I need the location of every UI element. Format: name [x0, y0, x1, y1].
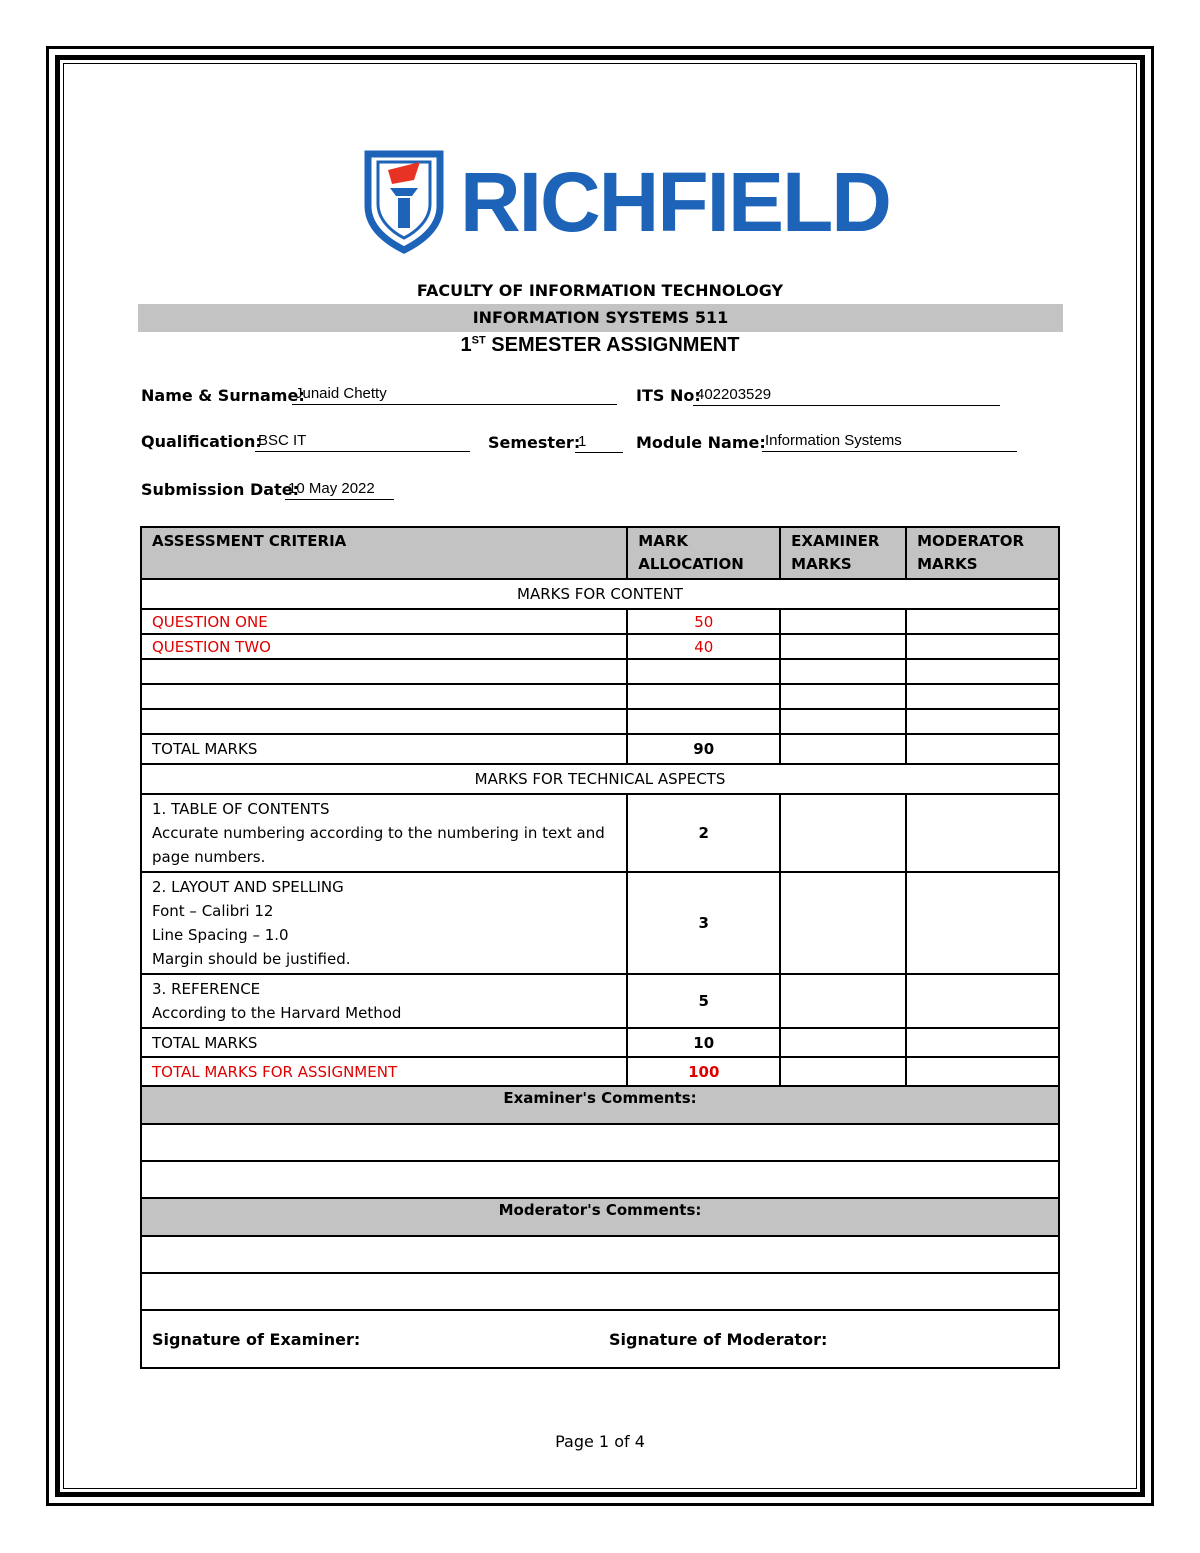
subject-title: INFORMATION SYSTEMS 511 — [138, 304, 1063, 332]
content-section-row — [141, 579, 1059, 609]
moderator-mark-cell[interactable] — [906, 872, 1059, 974]
examiner-mark-cell[interactable] — [780, 659, 906, 684]
assignment-total-label: TOTAL MARKS FOR ASSIGNMENT — [141, 1057, 627, 1086]
table-row — [141, 609, 1059, 634]
examiner-signature-label: Signature of Examiner: — [152, 1329, 361, 1349]
table-row — [141, 659, 1059, 684]
signature-cell[interactable] — [141, 1310, 1059, 1368]
empty-cell — [627, 709, 780, 734]
assignment-title — [0, 334, 1200, 357]
moderator-mark-cell[interactable] — [906, 659, 1059, 684]
reference-description: According to the Harvard Method — [152, 1004, 402, 1022]
moderator-mark-cell[interactable] — [906, 634, 1059, 659]
semester-field[interactable]: 1 — [575, 433, 623, 453]
examiner-comment-field[interactable] — [141, 1124, 1059, 1161]
toc-title: 1. TABLE OF CONTENTS — [152, 800, 330, 818]
content-total-row — [141, 734, 1059, 764]
table-row — [141, 872, 1059, 974]
layout-criteria — [141, 872, 627, 974]
module-label: Module Name: — [636, 433, 766, 452]
submission-date-field[interactable]: 10 May 2022 — [285, 480, 394, 500]
its-label: ITS No: — [636, 386, 701, 405]
table-row — [141, 974, 1059, 1028]
moderator-mark-cell[interactable] — [906, 734, 1059, 764]
header-mark-allocation: MARK ALLOCATION — [627, 527, 780, 579]
header-moderator-marks: MODERATOR MARKS — [906, 527, 1059, 579]
moderator-mark-cell[interactable] — [906, 1028, 1059, 1057]
examiner-mark-cell[interactable] — [780, 709, 906, 734]
semester-number: 1 — [460, 334, 472, 356]
qualification-label: Qualification: — [141, 432, 262, 451]
technical-total-label: TOTAL MARKS — [141, 1028, 627, 1057]
assignment-total-row — [141, 1057, 1059, 1086]
semester-title-rest: SEMESTER ASSIGNMENT — [485, 334, 740, 356]
question-two-label: QUESTION TWO — [141, 634, 627, 659]
toc-criteria — [141, 794, 627, 872]
reference-title: 3. REFERENCE — [152, 980, 261, 998]
moderator-comments-label: Moderator's Comments: — [141, 1198, 1059, 1236]
toc-mark: 2 — [627, 794, 780, 872]
examiner-mark-cell[interactable] — [780, 609, 906, 634]
table-row — [141, 684, 1059, 709]
moderator-mark-cell[interactable] — [906, 709, 1059, 734]
page-number: Page 1 of 4 — [555, 1432, 645, 1451]
moderator-comment-field[interactable] — [141, 1273, 1059, 1310]
moderator-comment-line — [141, 1236, 1059, 1273]
content-total-value: 90 — [627, 734, 780, 764]
examiner-comments-label: Examiner's Comments: — [141, 1086, 1059, 1124]
question-one-mark: 50 — [627, 609, 780, 634]
signature-row — [141, 1310, 1059, 1368]
assignment-total-value: 100 — [627, 1057, 780, 1086]
examiner-comment-line — [141, 1124, 1059, 1161]
reference-mark: 5 — [627, 974, 780, 1028]
examiner-mark-cell[interactable] — [780, 872, 906, 974]
technical-section-row — [141, 764, 1059, 794]
logo-wordmark: RICHFIELD — [460, 155, 890, 249]
semester-superscript: ST — [471, 334, 486, 347]
table-row — [141, 634, 1059, 659]
moderator-comment-field[interactable] — [141, 1236, 1059, 1273]
name-field[interactable]: Junaid Chetty — [292, 385, 617, 405]
question-two-mark: 40 — [627, 634, 780, 659]
header-criteria: ASSESSMENT CRITERIA — [141, 527, 627, 579]
examiner-mark-cell[interactable] — [780, 634, 906, 659]
examiner-mark-cell[interactable] — [780, 974, 906, 1028]
qualification-field[interactable]: BSC IT — [255, 432, 470, 452]
examiner-mark-cell[interactable] — [780, 1057, 906, 1086]
technical-total-value: 10 — [627, 1028, 780, 1057]
moderator-mark-cell[interactable] — [906, 794, 1059, 872]
moderator-comment-line — [141, 1273, 1059, 1310]
moderator-mark-cell[interactable] — [906, 1057, 1059, 1086]
table-row — [141, 709, 1059, 734]
technical-section-title: MARKS FOR TECHNICAL ASPECTS — [141, 764, 1059, 794]
examiner-comment-line — [141, 1161, 1059, 1198]
module-field[interactable]: Information Systems — [762, 432, 1017, 452]
table-row — [141, 794, 1059, 872]
content-section-title: MARKS FOR CONTENT — [141, 579, 1059, 609]
submission-date-label: Submission Date: — [141, 480, 299, 499]
layout-title: 2. LAYOUT AND SPELLING — [152, 878, 344, 896]
header-examiner-marks: EXAMINER MARKS — [780, 527, 906, 579]
examiner-comment-field[interactable] — [141, 1161, 1059, 1198]
semester-label: Semester: — [488, 433, 581, 452]
shield-torch-icon — [364, 150, 444, 254]
layout-margin: Margin should be justified. — [152, 950, 351, 968]
moderator-mark-cell[interactable] — [906, 974, 1059, 1028]
examiner-mark-cell[interactable] — [780, 734, 906, 764]
moderator-mark-cell[interactable] — [906, 684, 1059, 709]
faculty-title: FACULTY OF INFORMATION TECHNOLOGY — [416, 281, 784, 300]
reference-criteria — [141, 974, 627, 1028]
name-label: Name & Surname: — [141, 386, 305, 405]
empty-cell — [627, 659, 780, 684]
empty-cell — [627, 684, 780, 709]
technical-total-row — [141, 1028, 1059, 1057]
table-header-row — [141, 527, 1059, 579]
question-one-label: QUESTION ONE — [141, 609, 627, 634]
examiner-mark-cell[interactable] — [780, 794, 906, 872]
its-field[interactable]: 402203529 — [693, 386, 1000, 406]
empty-cell — [141, 659, 627, 684]
assessment-table — [140, 526, 1060, 1369]
toc-description: Accurate numbering according to the numbering in text and page numbers. — [152, 824, 605, 866]
examiner-comments-header-row — [141, 1086, 1059, 1124]
moderator-mark-cell[interactable] — [906, 609, 1059, 634]
layout-mark: 3 — [627, 872, 780, 974]
richfield-logo — [364, 150, 890, 254]
examiner-mark-cell[interactable] — [780, 684, 906, 709]
content-total-label: TOTAL MARKS — [141, 734, 627, 764]
empty-cell — [141, 684, 627, 709]
examiner-mark-cell[interactable] — [780, 1028, 906, 1057]
moderator-comments-header-row — [141, 1198, 1059, 1236]
layout-font: Font – Calibri 12 — [152, 902, 274, 920]
empty-cell — [141, 709, 627, 734]
layout-spacing: Line Spacing – 1.0 — [152, 926, 289, 944]
moderator-signature-label: Signature of Moderator: — [609, 1329, 828, 1349]
